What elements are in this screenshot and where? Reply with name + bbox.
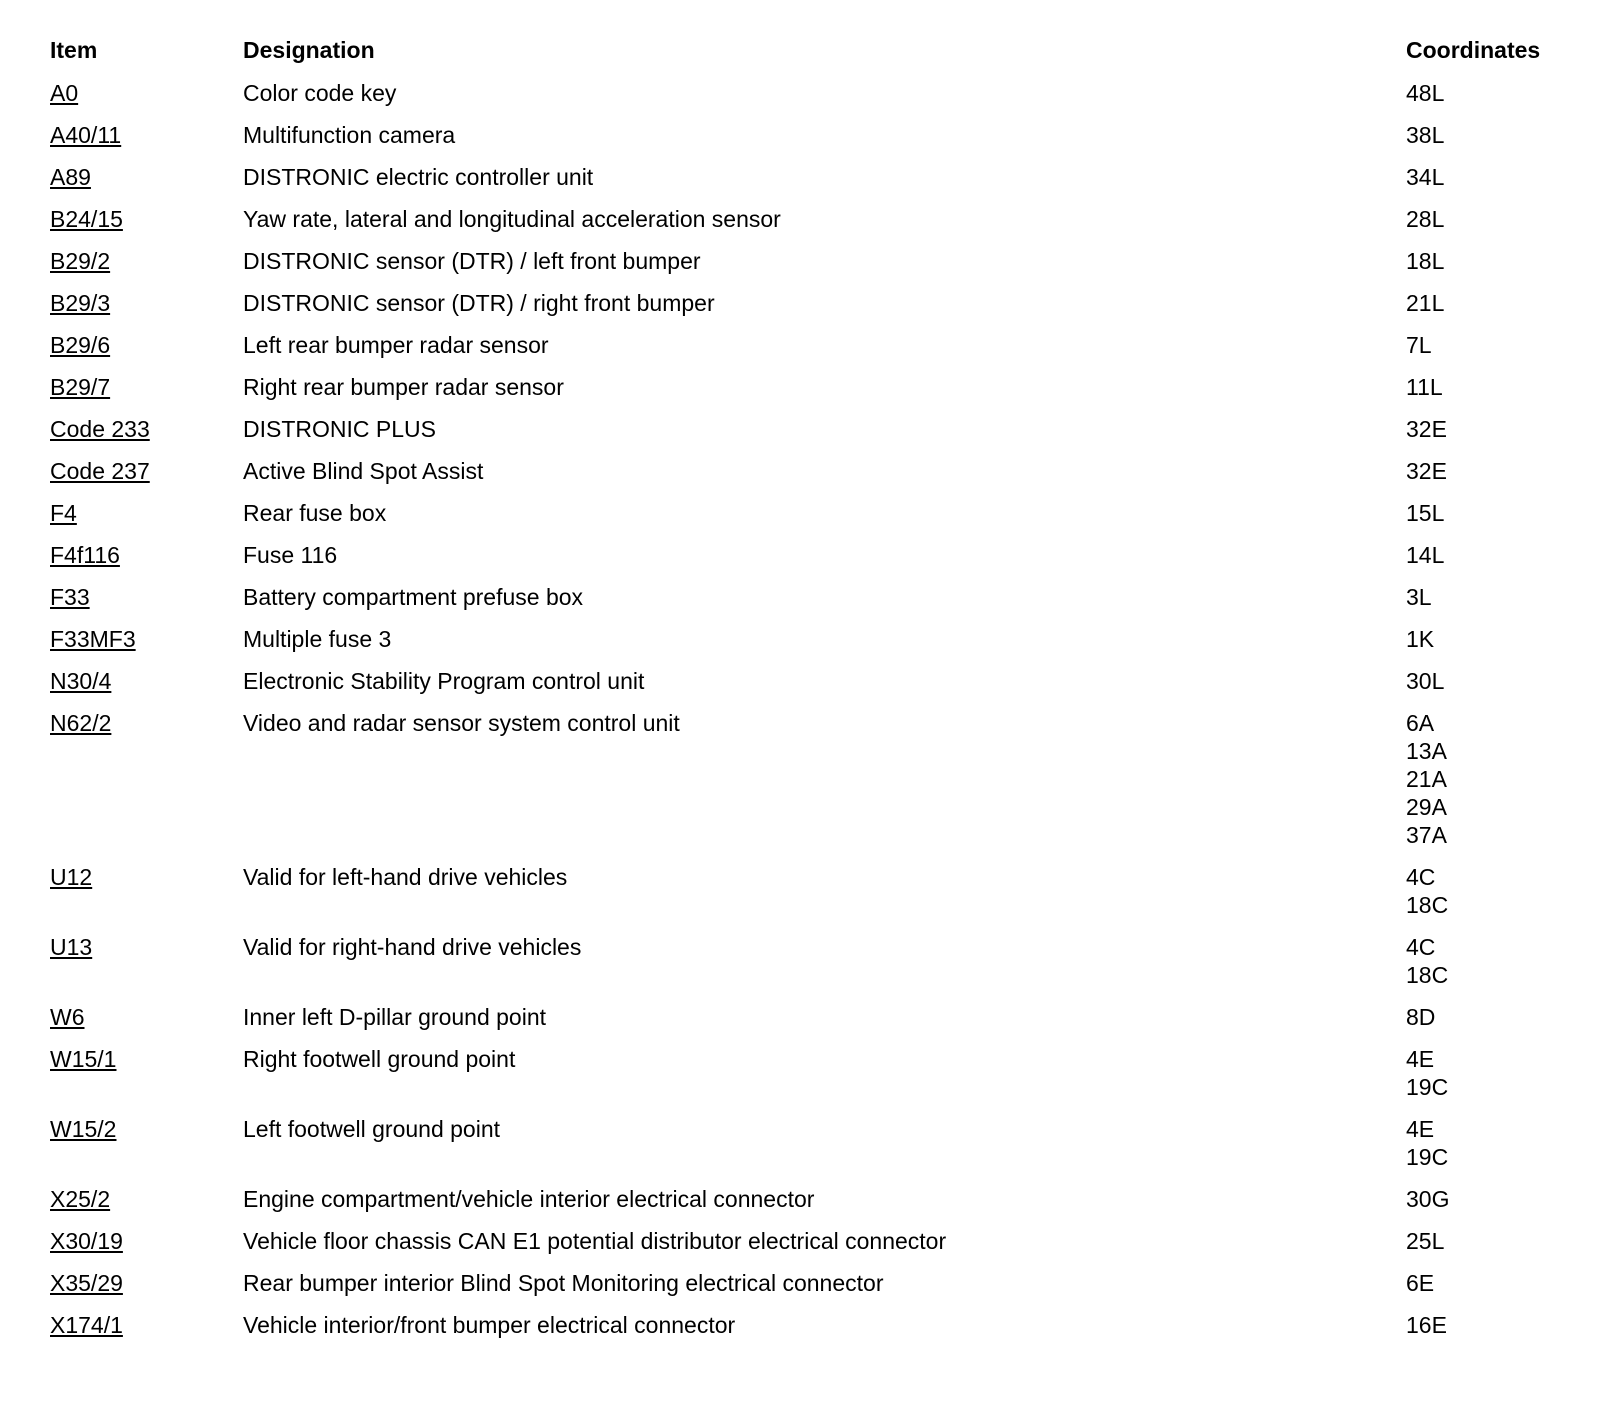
coordinates-cell (1406, 1311, 1570, 1339)
coordinates-cell (1406, 331, 1570, 359)
item-cell (50, 1003, 243, 1031)
item-cell (50, 1185, 243, 1213)
designation-cell: Right rear bumper radar sensor (243, 374, 564, 400)
coordinate-value: 34L (1406, 164, 1445, 190)
item-link[interactable]: X35/29 (50, 1270, 123, 1296)
coordinate-value: 1K (1406, 626, 1435, 652)
item-link[interactable]: W15/1 (50, 1046, 117, 1072)
designation-cell: Video and radar sensor system control unit (243, 710, 680, 736)
designation-cell: Multifunction camera (243, 122, 456, 148)
coordinate-value: 4C (1406, 934, 1436, 960)
item-link[interactable]: F4f116 (50, 542, 120, 568)
coordinate-value: 32E (1406, 458, 1447, 484)
designation-cell: Left rear bumper radar sensor (243, 332, 549, 358)
coordinate-value: 48L (1406, 80, 1445, 106)
coordinates-cell (1406, 933, 1570, 989)
item-cell (50, 1269, 243, 1297)
item-link[interactable]: X174/1 (50, 1312, 123, 1338)
table-row (50, 163, 1570, 191)
designation-cell: Multiple fuse 3 (243, 626, 392, 652)
item-cell (50, 863, 243, 891)
designation-cell: Vehicle interior/front bumper electrical connector (243, 1312, 736, 1338)
table-row (50, 121, 1570, 149)
coordinates-cell (1406, 1269, 1570, 1297)
item-link[interactable]: W6 (50, 1004, 85, 1030)
table-row (50, 499, 1570, 527)
header-item: Item (50, 37, 98, 63)
coordinates-cell (1406, 667, 1570, 695)
item-link[interactable]: B29/6 (50, 332, 111, 358)
item-link[interactable]: W15/2 (50, 1116, 117, 1142)
coordinate-value: 19C (1406, 1074, 1449, 1100)
table-row (50, 1115, 1570, 1171)
item-link[interactable]: U12 (50, 864, 93, 890)
item-cell (50, 1227, 243, 1255)
table-row (50, 205, 1570, 233)
table-row (50, 667, 1570, 695)
coordinates-cell (1406, 1227, 1570, 1255)
item-cell (50, 1115, 243, 1143)
coordinate-value: 19C (1406, 1144, 1449, 1170)
coordinates-cell (1406, 289, 1570, 317)
item-cell (50, 625, 243, 653)
item-link[interactable]: Code 237 (50, 458, 150, 484)
designation-cell: Rear fuse box (243, 500, 387, 526)
coordinate-value: 7L (1406, 332, 1432, 358)
table-row (50, 933, 1570, 989)
designation-cell: Electronic Stability Program control unit (243, 668, 645, 694)
table-row (50, 415, 1570, 443)
item-cell (50, 667, 243, 695)
table-row (50, 1045, 1570, 1101)
item-link[interactable]: B29/2 (50, 248, 111, 274)
item-link[interactable]: X30/19 (50, 1228, 123, 1254)
table-row (50, 625, 1570, 653)
table-row (50, 863, 1570, 919)
designation-cell: DISTRONIC sensor (DTR) / left front bumper (243, 248, 701, 274)
coordinates-cell (1406, 457, 1570, 485)
table-row (50, 1003, 1570, 1031)
table-row (50, 373, 1570, 401)
item-link[interactable]: B24/15 (50, 206, 123, 232)
item-cell (50, 709, 243, 737)
designation-cell: Engine compartment/vehicle interior electrical connector (243, 1186, 815, 1212)
item-cell (50, 457, 243, 485)
item-cell (50, 499, 243, 527)
table-row (50, 583, 1570, 611)
coordinates-cell (1406, 163, 1570, 191)
designation-cell: Fuse 116 (243, 542, 338, 568)
coordinate-value: 30G (1406, 1186, 1450, 1212)
coordinate-value: 3L (1406, 584, 1432, 610)
item-link[interactable]: N62/2 (50, 710, 112, 736)
coordinate-value: 30L (1406, 668, 1445, 694)
designation-cell: DISTRONIC PLUS (243, 416, 436, 442)
coordinate-value: 14L (1406, 542, 1445, 568)
table-row (50, 289, 1570, 317)
item-link[interactable]: F33MF3 (50, 626, 136, 652)
item-cell (50, 121, 243, 149)
coordinate-value: 21L (1406, 290, 1445, 316)
coordinate-value: 37A (1406, 822, 1447, 848)
coordinates-cell (1406, 1115, 1570, 1171)
coordinates-cell (1406, 1003, 1570, 1031)
item-link[interactable]: A0 (50, 80, 79, 106)
coordinate-value: 18C (1406, 892, 1449, 918)
coordinate-value: 28L (1406, 206, 1445, 232)
designation-cell: Right footwell ground point (243, 1046, 516, 1072)
item-link[interactable]: B29/7 (50, 374, 111, 400)
coordinates-cell (1406, 583, 1570, 611)
item-link[interactable]: F4 (50, 500, 77, 526)
designation-cell: Left footwell ground point (243, 1116, 501, 1142)
item-cell (50, 247, 243, 275)
table-row (50, 1269, 1570, 1297)
item-cell (50, 331, 243, 359)
designation-cell: Color code key (243, 80, 397, 106)
coordinates-cell (1406, 247, 1570, 275)
coordinates-cell (1406, 79, 1570, 107)
item-cell (50, 289, 243, 317)
table-row (50, 79, 1570, 107)
coordinates-cell (1406, 415, 1570, 443)
designation-cell: Yaw rate, lateral and longitudinal acceleration sensor (243, 206, 781, 232)
table-row (50, 709, 1570, 849)
table-body (50, 79, 1570, 1339)
header-designation: Designation (243, 37, 375, 63)
coordinate-value: 16E (1406, 1312, 1447, 1338)
coordinates-cell (1406, 709, 1570, 849)
coordinates-cell (1406, 373, 1570, 401)
table-row (50, 331, 1570, 359)
coordinates-cell (1406, 625, 1570, 653)
item-cell (50, 583, 243, 611)
designation-cell: Battery compartment prefuse box (243, 584, 584, 610)
designation-cell: DISTRONIC sensor (DTR) / right front bumper (243, 290, 715, 316)
table-row (50, 541, 1570, 569)
item-link[interactable]: B29/3 (50, 290, 111, 316)
coordinate-value: 8D (1406, 1004, 1436, 1030)
coordinate-value: 21A (1406, 766, 1447, 792)
table-row (50, 1227, 1570, 1255)
coordinate-value: 29A (1406, 794, 1447, 820)
coordinates-cell (1406, 541, 1570, 569)
item-cell (50, 1045, 243, 1073)
item-link[interactable]: A89 (50, 164, 91, 190)
coordinate-value: 32E (1406, 416, 1447, 442)
designation-cell: DISTRONIC electric controller unit (243, 164, 594, 190)
coordinates-cell (1406, 1045, 1570, 1101)
coordinate-value: 4C (1406, 864, 1436, 890)
item-link[interactable]: Code 233 (50, 416, 150, 442)
item-cell (50, 1311, 243, 1339)
coordinate-value: 6E (1406, 1270, 1435, 1296)
item-link[interactable]: U13 (50, 934, 93, 960)
item-link[interactable]: N30/4 (50, 668, 112, 694)
item-cell (50, 541, 243, 569)
coordinate-value: 18C (1406, 962, 1449, 988)
table-row (50, 1185, 1570, 1213)
designation-cell: Valid for left-hand drive vehicles (243, 864, 568, 890)
item-cell (50, 933, 243, 961)
table-row (50, 247, 1570, 275)
table-header-row (50, 36, 1570, 64)
coordinate-value: 6A (1406, 710, 1435, 736)
coordinate-value: 25L (1406, 1228, 1445, 1254)
item-cell (50, 373, 243, 401)
designation-cell: Active Blind Spot Assist (243, 458, 484, 484)
designation-cell: Rear bumper interior Blind Spot Monitoring electrical connector (243, 1270, 884, 1296)
coordinates-cell (1406, 205, 1570, 233)
item-cell (50, 163, 243, 191)
designation-cell: Valid for right-hand drive vehicles (243, 934, 582, 960)
coordinate-value: 4E (1406, 1116, 1435, 1142)
coordinates-cell (1406, 863, 1570, 919)
coordinate-value: 4E (1406, 1046, 1435, 1072)
table-row (50, 457, 1570, 485)
designation-cell: Inner left D-pillar ground point (243, 1004, 546, 1030)
item-cell (50, 79, 243, 107)
item-link[interactable]: A40/11 (50, 122, 122, 148)
item-link[interactable]: F33 (50, 584, 90, 610)
item-cell (50, 415, 243, 443)
header-coordinates: Coordinates (1406, 37, 1541, 63)
coordinates-cell (1406, 121, 1570, 149)
coordinate-value: 18L (1406, 248, 1445, 274)
coordinate-value: 13A (1406, 738, 1447, 764)
coordinate-value: 15L (1406, 500, 1445, 526)
item-link[interactable]: X25/2 (50, 1186, 111, 1212)
designation-cell: Vehicle floor chassis CAN E1 potential distributor electrical connector (243, 1228, 947, 1254)
coordinate-value: 38L (1406, 122, 1445, 148)
coordinates-cell (1406, 1185, 1570, 1213)
item-cell (50, 205, 243, 233)
coordinate-value: 11L (1406, 374, 1443, 400)
coordinates-cell (1406, 499, 1570, 527)
table-row (50, 1311, 1570, 1339)
component-legend-table (50, 36, 1570, 1353)
